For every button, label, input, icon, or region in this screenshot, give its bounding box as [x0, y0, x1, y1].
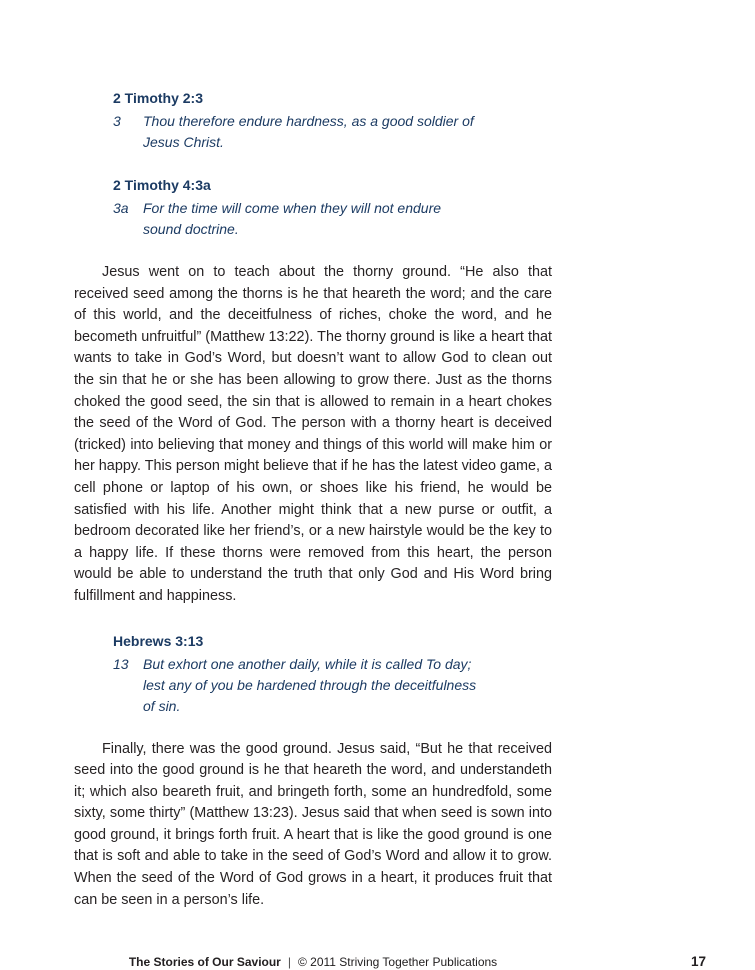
body-paragraph-thorny-ground: Jesus went on to teach about the thorny ground. “He also that received seed among the thorns is he that heareth the word; and the care of this world, and the deceitfulness of riches, choke the word, and he becometh unfruitful” (Matthew 13:22). The thorny ground is like a heart that wants to take in God’s Word, but doesn’t want to allow God to clean out the sin that he or she has been allowing to grow there. Just as the thorns choked the good seed, the sin that is allowed to remain in a heart chokes the seed of the Word of God. The person with a thorny heart is deceived (tricked) into believing that money and things of this world will make him or her happy. This person might believe that if he has the latest video game, a cell phone or laptop of his own, or shoes like his friend, he would be satisfied with his life. Another might think that a new purse or outfit, a bedroom decorated like her friend’s, or a new hairstyle would be the key to a happy life. If these thorns were removed from this heart, the person would be able to understand the truth that only God and His Word bring fulfillment and happiness. [74, 264, 552, 604]
scripture-reference: 2 Timothy 4:3a [113, 177, 211, 193]
scripture-verse [113, 654, 552, 717]
footer-book-title: The Stories of Our Saviour [128, 955, 281, 969]
page-content-column [74, 88, 552, 934]
scripture-verse [113, 198, 552, 240]
scripture-reference: Hebrews 3:13 [113, 632, 204, 649]
scripture-verse [113, 111, 552, 153]
scripture-reference: 2 Timothy 2:3 [113, 90, 203, 106]
body-paragraph-good-ground: Finally, there was the good ground. Jesus said, “But he that received seed into the good ground is he that heareth the word, and understandeth it; which also beareth fruit, and bringeth forth, some an hundredfold, some sixty, some thirty” (Matthew 13:23). Jesus said that when seed is sown into good ground, it brings forth fruit. A heart that is like the good ground is one that is soft and able to take in the seed of God’s Word and allow it to grow. When the seed of the Word of God grows in a heart, it produces fruit that can be seen in a person’s life. [74, 740, 552, 908]
verse-number: 13 [113, 655, 129, 672]
page-number: 17 [690, 954, 706, 969]
footer [74, 954, 552, 970]
verse-text: But exhort one another daily, while it is called To day; lest any of you be hardened through the deceitfulness of sin. [143, 655, 477, 714]
scripture-block-hebrews-3-13 [113, 631, 552, 717]
verse-number: 3 [113, 113, 121, 129]
scripture-block-2-timothy-2-3 [113, 88, 552, 153]
verse-number: 3a [113, 200, 129, 216]
footer-copyright: © 2011 Striving Together Publications [297, 955, 498, 969]
scripture-block-2-timothy-4-3a [113, 175, 552, 240]
verse-text: Thou therefore endure hardness, as a good soldier of Jesus Christ. [143, 113, 474, 150]
verse-text: For the time will come when they will not endure sound doctrine. [143, 200, 442, 237]
footer-separator: | [287, 955, 291, 969]
